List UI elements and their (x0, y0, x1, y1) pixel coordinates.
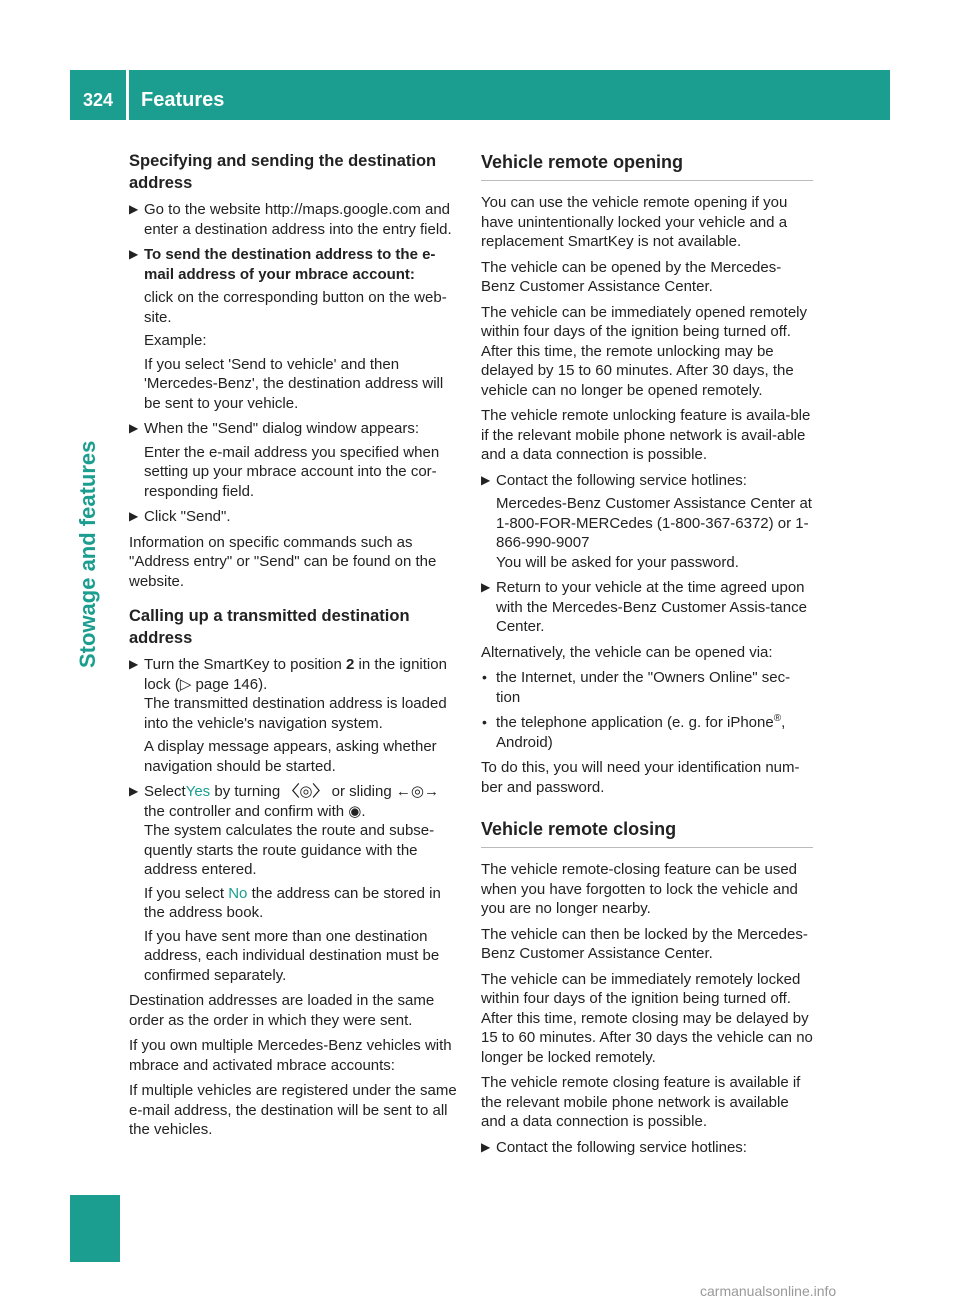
controller-turn-icon: 〈◎〉 (284, 783, 328, 800)
footer-watermark: carmanualsonline.info (700, 1283, 837, 1299)
step-arrow-icon: ▶ (129, 657, 139, 671)
controller-slide-icon: ←◎→ (395, 783, 439, 800)
step-arrow-icon: ▶ (129, 784, 139, 798)
heading-calling-destination: Calling up a transmitted destination address (129, 607, 410, 647)
heading-remote-opening: Vehicle remote opening (481, 150, 813, 181)
heading-specifying-destination: Specifying and sending the destination address (129, 152, 437, 192)
paragraph-order-loaded: Destination addresses are loaded in the same order as the order in which they were sent. (129, 992, 435, 1029)
display-option-no: No (228, 884, 248, 902)
step-turn-smartkey: ▶ Turn the SmartKey to position 2 in the ignition lock (▷ page 146). The transmitted destination address is loaded into the vehicle's navigation system. A display message appears, asking whether navigation should be started. (129, 656, 447, 775)
controller-press-icon: ◉ (348, 802, 362, 820)
left-column (129, 150, 461, 1146)
bullet-internet: • the Internet, under the "Owners Online" sec-tion (482, 669, 791, 706)
paragraph-info-commands: Information on specific commands such as "Address entry" or "Send" can be found on the website. (129, 533, 437, 590)
step-go-to-website: ▶ Go to the website http://maps.google.com and enter a destination address into the entry field. (129, 201, 452, 238)
paragraph-registered-vehicles: If multiple vehicles are registered under the same e-mail address, the destination will be sent to all the vehicles. (129, 1082, 457, 1138)
paragraph-multiple-vehicles: If you own multiple Mercedes-Benz vehicles with mbrace and activated mbrace accounts: (129, 1037, 452, 1074)
side-tab (70, 120, 120, 1260)
page-number: 324 (82, 90, 114, 110)
step-arrow-icon: ▶ (481, 580, 491, 594)
header-divider (126, 70, 129, 120)
heading-remote-closing: Vehicle remote closing (481, 817, 813, 848)
right-column: Vehicle remote opening You can use the vehicle remote opening if you have unintentionally locked your vehicle and a replacement SmartKey is not available. The vehicle can be opened by the Mercedes-Benz Customer Assistance Center. The vehicle can be immediately opened remotely within four days of the ignition being turned off. After this time, the remote unlocking may be delayed by 15 to 60 minutes. After 30 days, the vehicle can no longer be opened remotely. The vehicle remote unlocking feature is availa-ble if the relevant mobile phone network is avail-able and a data connection is possible. ▶ Contact the following service hotlines: Mercedes-Benz Customer Assistance Center at 1-800-FOR-MERCedes (1-800-367-6372) or 1-866-990-9007 You will be asked for your password. ▶ Return to your vehicle at the time agreed upon with the Mercedes-Benz Customer Assis-tance Center. Alternatively, the vehicle can be opened via: • the Internet, under the "Owners Online" sec-tion • the telephone application (e. g. for iPhone®, Android) To do this, you will need your identification num-ber and password. Vehicle remote closing The vehicle remote-closing feature can be used when you have forgotten to lock the vehicle and you are no longer nearby. The vehicle can then be locked by the Mercedes-Benz Customer Assistance Center. The vehicle can be immediately remotely locked within four days of the ignition being turned off. After this time, remote closing may be delayed by 15 to 60 minutes. After 30 days the vehicle can no longer be locked remotely. The vehicle remote closing feature is available if the relevant mobile phone network is available and a data connection is possible. ▶ Contact the following service hotlines: (481, 152, 813, 1156)
step-arrow-icon: ▶ (129, 421, 139, 435)
step-contact-hotlines-closing: ▶ Contact the following service hotlines: (481, 1138, 747, 1156)
bullet-icon: • (482, 714, 487, 730)
display-option-yes: Yes (185, 783, 211, 800)
step-return-to-vehicle: ▶ Return to your vehicle at the time agreed upon with the Mercedes-Benz Customer Assis-tance Center. (481, 579, 807, 635)
step-send-to-email: ▶ To send the destination address to the e-mail address of your mbrace account: click on the corresponding button on the web-site. Example: If you select 'Send to vehicle' and then 'Mercedes-Benz', the destination address will be sent to your vehicle. (129, 246, 447, 412)
bullet-telephone-app: • the telephone application (e. g. for iPhone®, Android) (482, 713, 786, 751)
step-send-dialog: ▶ When the "Send" dialog window appears: Enter the e-mail address you specified when setting up your mbrace account into the cor-responding field. (129, 420, 440, 500)
step-arrow-icon: ▶ (129, 509, 139, 523)
step-arrow-icon: ▶ (129, 202, 139, 216)
step-arrow-icon: ▶ (481, 472, 491, 487)
side-tab-label: Stowage and features (75, 440, 100, 668)
side-tab-block (70, 1195, 120, 1262)
step-click-send: ▶ Click "Send". (129, 508, 231, 525)
step-arrow-icon: ▶ (129, 247, 139, 261)
step-arrow-icon: ▶ (481, 1139, 491, 1154)
bullet-icon: • (482, 669, 487, 685)
step-select-yes: ▶ SelectYes by turning 〈◎〉 or sliding ←◎→ the controller and confirm with ◉. The system calculates the route and subse-quently starts the route guidance with the address entered. If you select No the address can be stored in the address book. If you have sent more than one destination address, each individual destination must be confirmed separately. (129, 783, 441, 984)
page-ref-arrow-icon: ▷ (179, 675, 192, 693)
section-title: Features (141, 89, 225, 111)
step-contact-hotlines: ▶ Contact the following service hotlines: Mercedes-Benz Customer Assistance Center at 1-800-FOR-MERCedes (1-800-367-6372) or 1-866-990-9007 You will be asked for your password. (481, 471, 812, 571)
